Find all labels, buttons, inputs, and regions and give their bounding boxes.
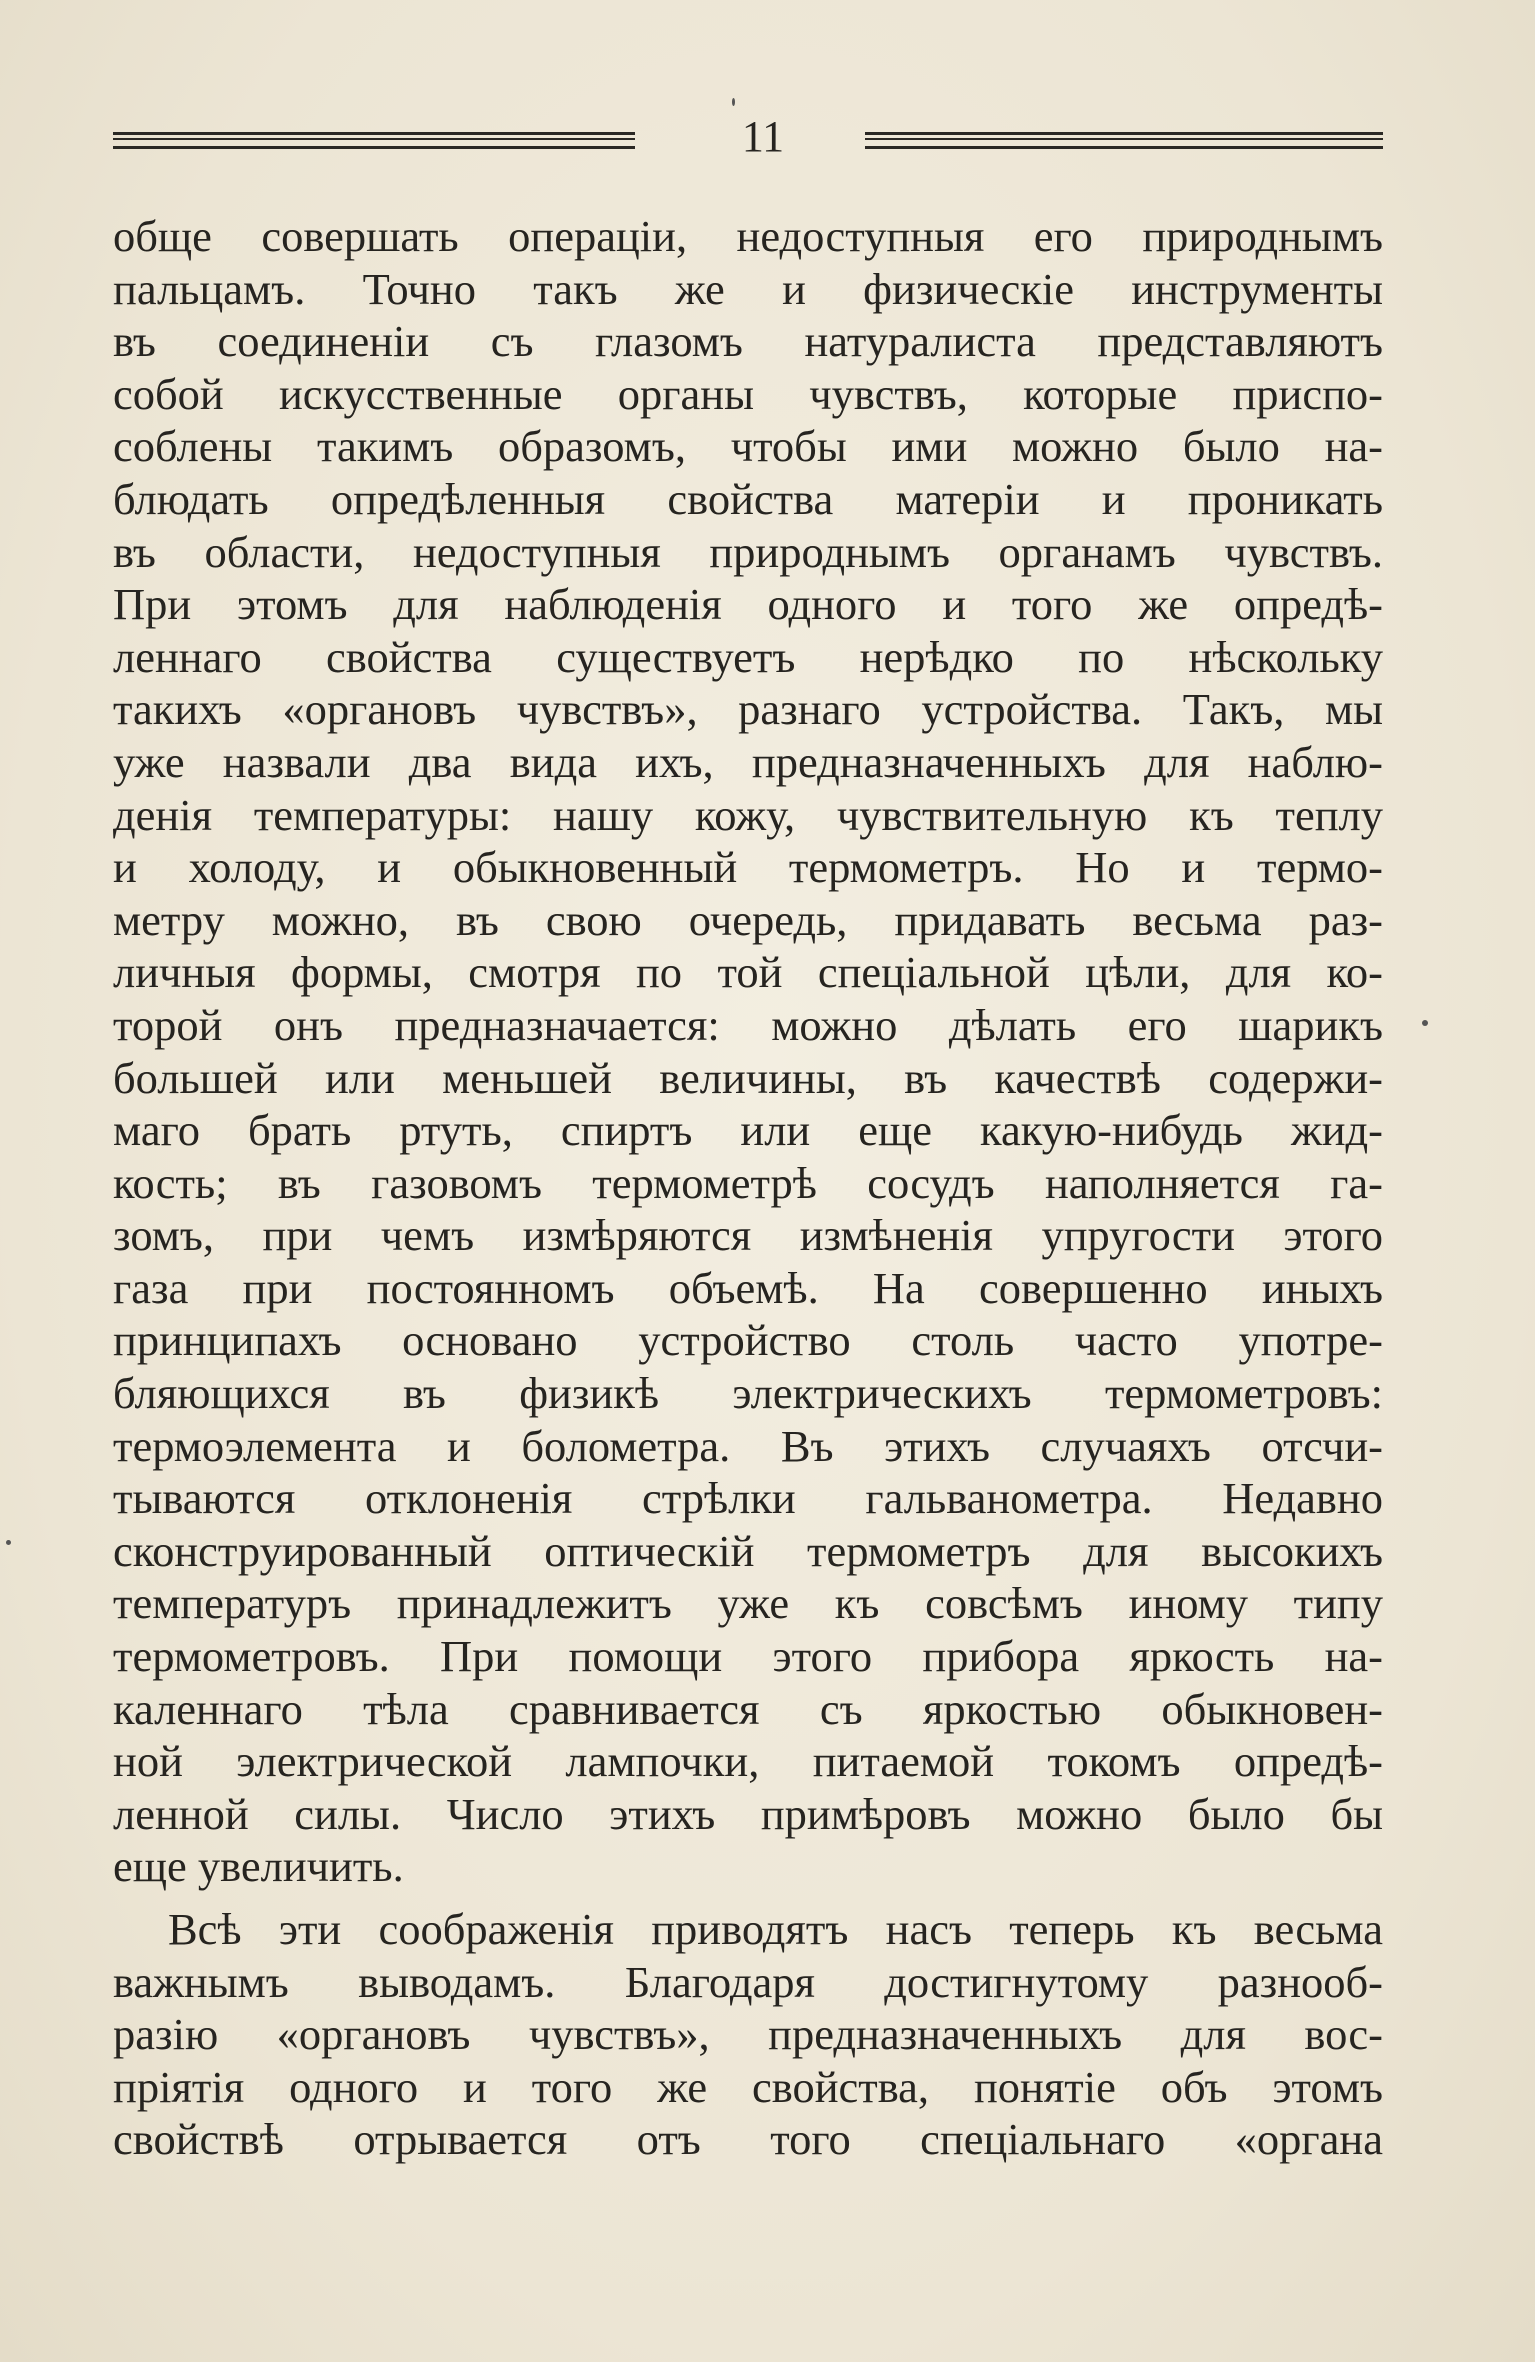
text-line: леннаго свойства существуетъ нерѣдко по нѣскольку: [113, 631, 1383, 682]
paragraph-2: [113, 1903, 1383, 2166]
text-line: уже назвали два вида ихъ, предназначенныхъ для наблю-: [113, 736, 1383, 787]
text-line: термометровъ. При помощи этого прибора яркость на-: [113, 1631, 1383, 1682]
text-line: ной электрической лампочки, питаемой токомъ опредѣ-: [113, 1736, 1383, 1787]
text-line: маго брать ртуть, спиртъ или еще какую-нибудь жид-: [113, 1105, 1383, 1156]
text-line: и холоду, и обыкновенный термометръ. Но и термо-: [113, 842, 1383, 893]
page-number: 11: [741, 112, 785, 161]
text-line: пріятія одного и того же свойства, понятіе объ этомъ: [113, 2061, 1383, 2112]
text-line: обще совершать операціи, недоступныя его природнымъ: [113, 211, 1383, 261]
text-line: кость; въ газовомъ термометрѣ сосудъ наполняется га-: [113, 1157, 1383, 1208]
header-rule-right: [865, 132, 1383, 149]
text-line: принципахъ основано устройство столь часто употре-: [113, 1315, 1383, 1366]
text-line: сконструированный оптическій термометръ для высокихъ: [113, 1525, 1383, 1576]
text-line: личныя формы, смотря по той спеціальной цѣли, для ко-: [113, 947, 1383, 998]
paragraph-1: [113, 210, 1383, 1893]
text-line: въ области, недоступныя природнымъ органамъ чувствъ.: [113, 526, 1383, 577]
text-line: торой онъ предназначается: можно дѣлать его шарикъ: [113, 999, 1383, 1050]
text-line: важнымъ выводамъ. Благодаря достигнутому разнооб-: [113, 1956, 1383, 2007]
text-line: соблены такимъ образомъ, чтобы ими можно было на-: [113, 421, 1383, 472]
text-line: температуръ принадлежитъ уже къ совсѣмъ иному типу: [113, 1578, 1383, 1629]
text-line: бляющихся въ физикѣ электрическихъ термометровъ:: [113, 1368, 1383, 1419]
text-line: Всѣ эти соображенія приводятъ насъ теперь къ весьма: [168, 1904, 1383, 1954]
text-line: При этомъ для наблюденія одного и того же опредѣ-: [113, 579, 1383, 630]
text-line: денія температуры: нашу кожу, чувствительную къ теплу: [113, 789, 1383, 840]
text-line: пальцамъ. Точно такъ же и физическіе инструменты: [113, 263, 1383, 314]
text-line: свойствѣ отрывается отъ того спеціальнаго «органа: [113, 2114, 1383, 2165]
text-line: еще увеличить.: [113, 1841, 404, 1892]
text-line: термоэлемента и болометра. Въ этихъ случаяхъ отсчи-: [113, 1420, 1383, 1471]
text-line: въ соединеніи съ глазомъ натуралиста представляютъ: [113, 316, 1383, 367]
header-rule-left: [113, 132, 635, 149]
text-line: метру можно, въ свою очередь, придавать весьма раз-: [113, 894, 1383, 945]
text-line: ленной силы. Число этихъ примѣровъ можно было бы: [113, 1788, 1383, 1839]
text-line: каленнаго тѣла сравнивается съ яркостью обыкновен-: [113, 1683, 1383, 1734]
text-line: большей или меньшей величины, въ качествѣ содержи-: [113, 1052, 1383, 1103]
text-line: зомъ, при чемъ измѣряются измѣненія упругости этого: [113, 1210, 1383, 1261]
text-line: блюдать опредѣленныя свойства матеріи и проникать: [113, 473, 1383, 524]
page-header: [113, 112, 1383, 162]
text-line: собой искусственные органы чувствъ, которые приспо-: [113, 368, 1383, 419]
text-line: тываются отклоненія стрѣлки гальванометра. Недавно: [113, 1473, 1383, 1524]
text-line: разію «органовъ чувствъ», предназначенныхъ для вос-: [113, 2009, 1383, 2060]
text-line: такихъ «органовъ чувствъ», разнаго устройства. Такъ, мы: [113, 684, 1383, 735]
text-line: газа при постоянномъ объемѣ. На совершенно иныхъ: [113, 1262, 1383, 1313]
body-text: [113, 210, 1383, 2166]
